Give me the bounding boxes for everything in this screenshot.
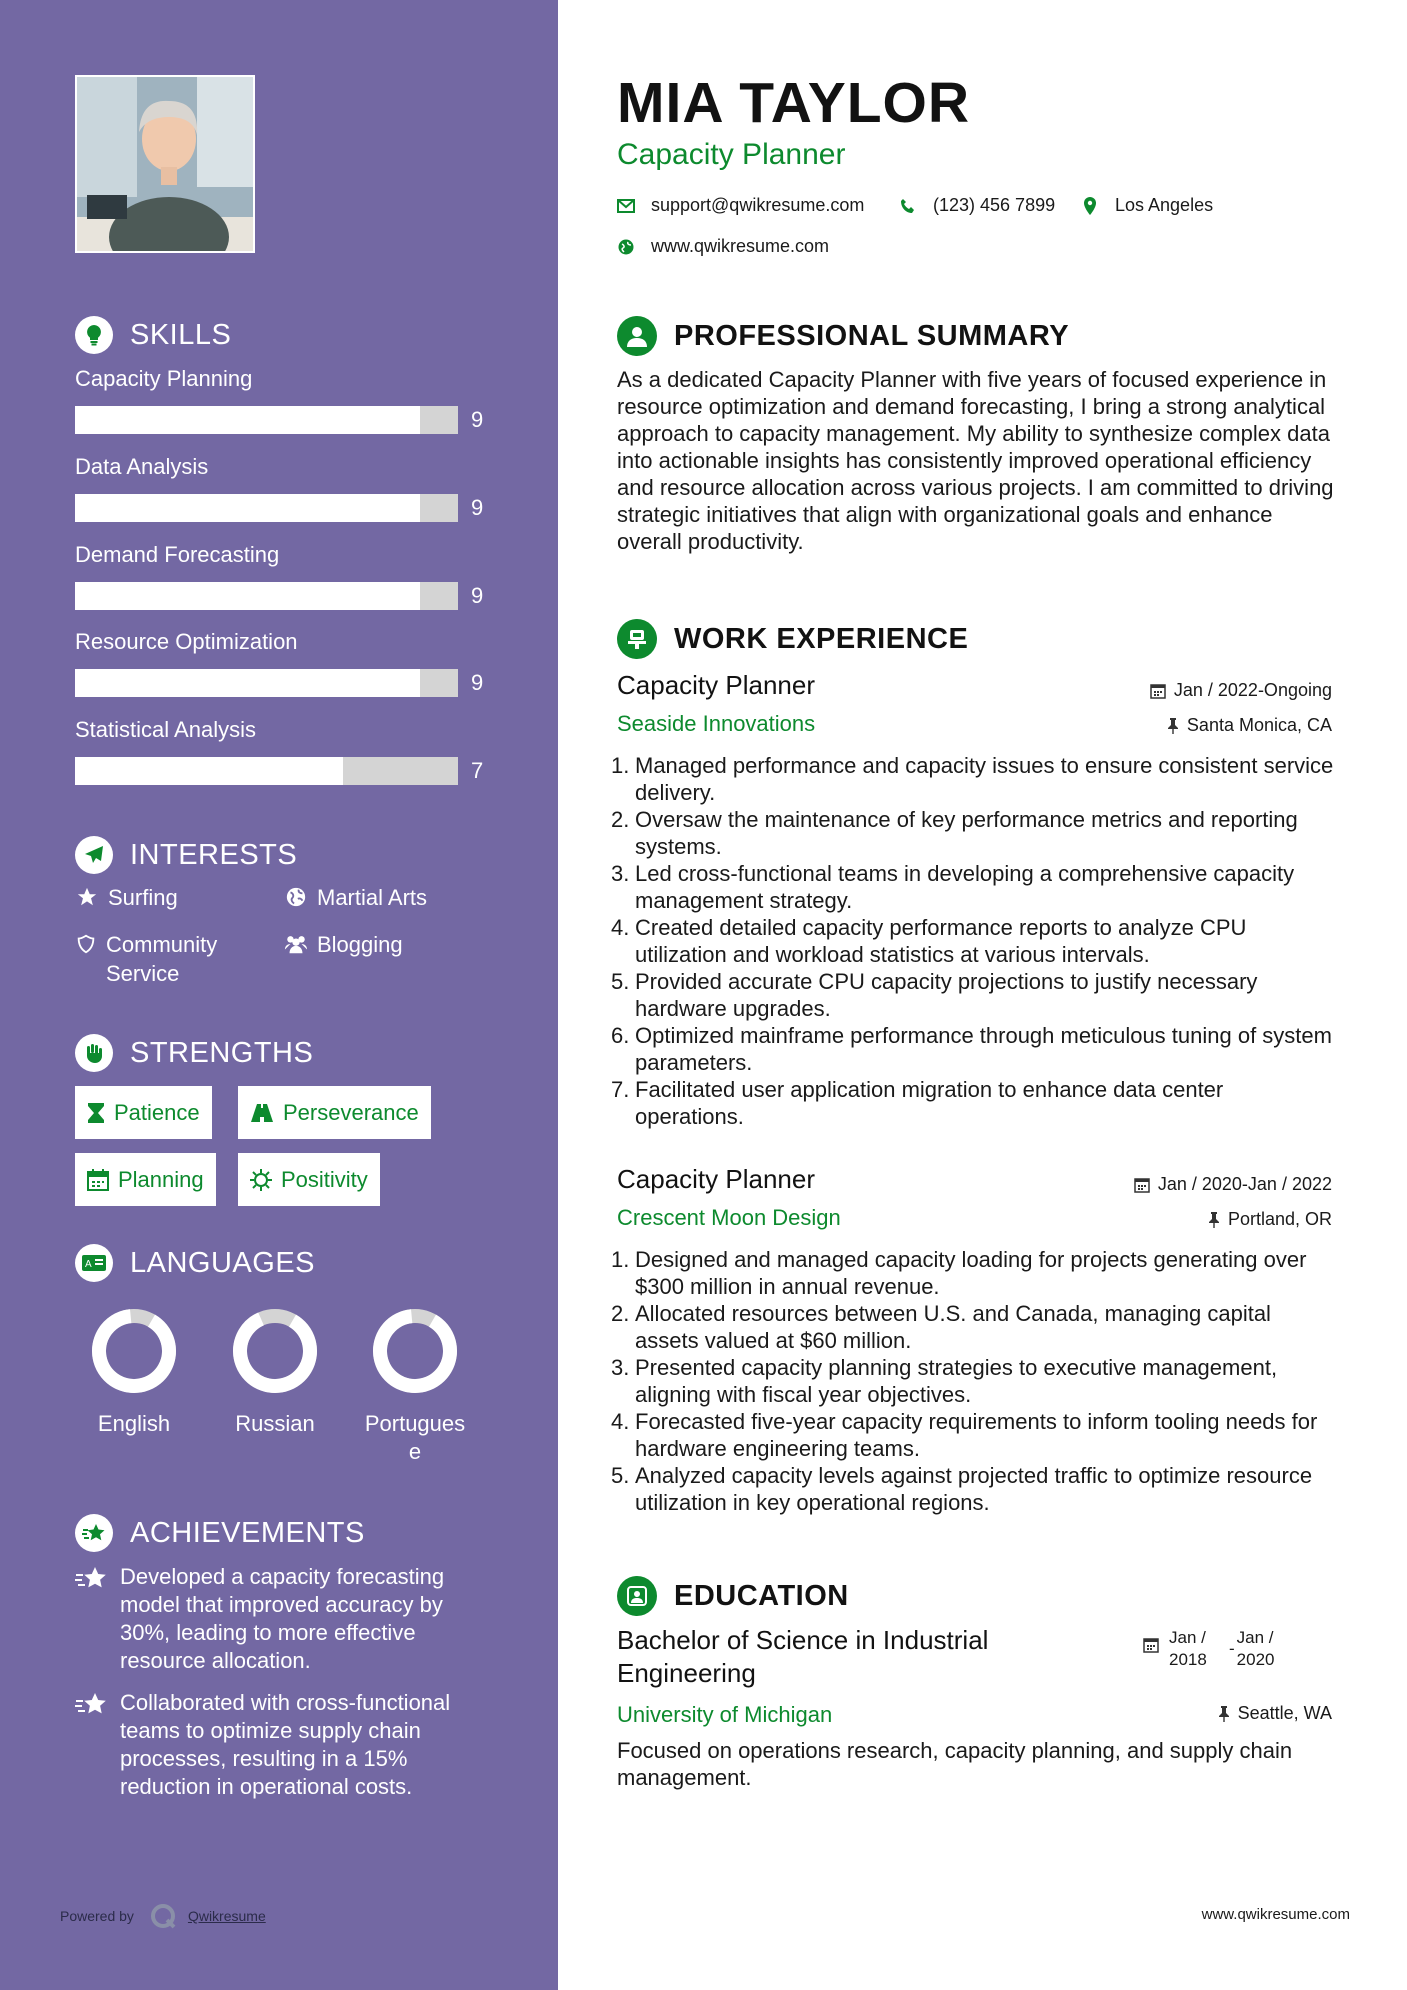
lightbulb-icon: [75, 316, 113, 354]
language-name: Russian: [235, 1411, 315, 1436]
skill-bar: [75, 669, 458, 697]
strength-chip: [238, 1153, 380, 1206]
language-item: [74, 1308, 194, 1438]
contact-location: [1081, 195, 1213, 216]
skill-name: Data Analysis: [75, 454, 209, 479]
map-pin-icon: [1081, 197, 1099, 215]
language-name: Portugues e: [364, 1411, 466, 1464]
education-title: EDUCATION: [674, 1579, 849, 1612]
skill-bar: [75, 494, 458, 522]
work-title: WORK EXPERIENCE: [674, 622, 969, 655]
skill-bar-fill: [75, 757, 343, 785]
interests-title: INTERESTS: [130, 838, 298, 871]
sun-icon: [250, 1169, 272, 1191]
skill-bar: [75, 757, 458, 785]
fist-icon: [75, 1034, 113, 1072]
duty-item: Forecasted five-year capacity requirements to inform tooling needs for hardware engineering teams.: [635, 1409, 1318, 1461]
summary-heading: [617, 316, 1069, 356]
language-item: [355, 1308, 475, 1466]
website-text[interactable]: www.qwikresume.com: [651, 236, 830, 256]
skill-bar: [75, 406, 458, 434]
footer-url[interactable]: www.qwikresume.com: [1201, 1906, 1350, 1923]
star-icon: [75, 883, 99, 908]
achievement-text: Developed a capacity forecasting model that improved accuracy by 30%, leading to more effective resource allocation.: [120, 1564, 445, 1673]
language-item: [215, 1308, 335, 1438]
skill-bar-fill: [75, 669, 420, 697]
duty-item: Allocated resources between U.S. and Canada, managing capital assets valued at $60 million.: [635, 1301, 1271, 1353]
skill-bar: [75, 582, 458, 610]
skill-bar-fill: [75, 406, 420, 434]
shield-icon: [75, 930, 97, 955]
job-location: [1167, 715, 1332, 736]
education-heading: [617, 1576, 849, 1616]
contact-website: [617, 236, 829, 257]
job-duties: [611, 1246, 1335, 1516]
date-separator: -: [1229, 1639, 1235, 1658]
skill-name: Statistical Analysis: [75, 717, 256, 742]
job-dates: [1134, 1174, 1332, 1195]
strength-chip: [238, 1086, 431, 1139]
interest-label: Surfing: [108, 885, 178, 910]
education-dates: [1143, 1627, 1287, 1671]
achievement-item: [75, 1563, 495, 1675]
skill-name: Demand Forecasting: [75, 542, 280, 567]
strength-label: Perseverance: [283, 1099, 419, 1125]
job-location: [1208, 1209, 1332, 1230]
job-dates-text: Jan / 2020-Jan / 2022: [1157, 1174, 1332, 1194]
language-icon: [75, 1244, 113, 1282]
job-location-text: Portland, OR: [1227, 1209, 1332, 1229]
language-donut: [91, 1308, 177, 1394]
duty-item: Led cross-functional teams in developing a comprehensive capacity management strategy.: [635, 861, 1295, 913]
job-company: Seaside Innovations: [617, 711, 816, 736]
interests-heading: [75, 836, 297, 874]
skill-level: 9: [471, 670, 484, 695]
strength-label: Planning: [118, 1166, 204, 1192]
pushpin-icon: [1167, 718, 1179, 734]
education-start: Jan / 2018: [1169, 1628, 1207, 1669]
road-icon: [250, 1103, 274, 1123]
qwikresume-logo-icon: [150, 1903, 176, 1929]
candidate-name: MIA TAYLOR: [617, 71, 971, 135]
powered-by: [60, 1903, 266, 1929]
job-title: Capacity Planner: [617, 1164, 815, 1194]
email-text[interactable]: support@qwikresume.com: [651, 195, 865, 215]
pushpin-icon: [1218, 1706, 1230, 1722]
skill-name: Resource Optimization: [75, 629, 298, 654]
job-dates-text: Jan / 2022-Ongoing: [1173, 680, 1332, 700]
languages-title: LANGUAGES: [130, 1246, 315, 1279]
job-duties: [611, 752, 1335, 1130]
calendar-icon: [1143, 1627, 1159, 1653]
language-name: English: [97, 1411, 171, 1436]
strengths-heading: [75, 1034, 313, 1072]
duty-item: Analyzed capacity levels against projected traffic to optimize resource utilization in key operational regions.: [635, 1463, 1313, 1515]
duty-item: Presented capacity planning strategies to executive management, aligning with fiscal year objectives.: [635, 1355, 1278, 1407]
skill-level: 9: [471, 495, 484, 520]
language-donut: [232, 1308, 318, 1394]
paper-plane-icon: [75, 836, 113, 874]
language-donut: [372, 1308, 458, 1394]
calendar-icon: [1134, 1177, 1150, 1193]
interest-item: [284, 930, 403, 959]
phone-icon: [899, 198, 917, 214]
duty-item: Managed performance and capacity issues to ensure consistent service delivery.: [635, 753, 1334, 805]
interest-label: Martial Arts: [317, 885, 428, 910]
interest-label: Blogging: [317, 932, 403, 957]
contact-email: [617, 195, 864, 216]
achievement-star-icon: [75, 1514, 113, 1552]
strength-label: Positivity: [281, 1166, 368, 1192]
education-description: Focused on operations research, capacity planning, and supply chain management.: [617, 1738, 1293, 1790]
qwikresume-link[interactable]: Qwikresume: [187, 1908, 266, 1924]
calendar-icon: [1150, 683, 1166, 699]
education-location: [1218, 1703, 1332, 1724]
strength-chip: [75, 1153, 216, 1206]
candidate-role: Capacity Planner: [617, 138, 846, 171]
skills-title: SKILLS: [130, 318, 232, 351]
skill-bar-fill: [75, 582, 420, 610]
job-company: Crescent Moon Design: [617, 1205, 841, 1230]
education-school: University of Michigan: [617, 1702, 833, 1727]
users-icon: [284, 930, 308, 955]
skill-level: 9: [471, 407, 484, 432]
skill-bar-fill: [75, 494, 420, 522]
achievement-star-icon: [75, 1689, 108, 1721]
pushpin-icon: [1208, 1212, 1220, 1228]
graduate-icon: [617, 1576, 657, 1616]
envelope-icon: [617, 199, 635, 213]
duty-item: Facilitated user application migration to enhance data center operations.: [635, 1077, 1224, 1129]
powered-by-label: Powered by: [60, 1908, 134, 1924]
phone-text: (123) 456 7899: [933, 195, 1056, 215]
duty-item: Created detailed capacity performance reports to analyze CPU utilization and workload statistics at various intervals.: [635, 915, 1247, 967]
summary-text: As a dedicated Capacity Planner with five years of focused experience in resource optimization and demand forecasting, I bring a strong analytical approach to capacity management. My ability to synthesize complex data into actionable insights has consistently improved operational efficiency and resource allocation across various projects. I am committed to driving strategic initiatives that align with organizational goals and enhance overall productivity.: [617, 367, 1334, 554]
strength-chip: [75, 1086, 212, 1139]
achievement-item: [75, 1689, 495, 1801]
user-icon: [617, 316, 657, 356]
job-title: Capacity Planner: [617, 670, 815, 700]
duty-item: Optimized mainframe performance through meticulous tuning of system parameters.: [635, 1023, 1332, 1075]
languages-heading: [75, 1244, 315, 1282]
skill-level: 9: [471, 583, 484, 608]
location-text: Los Angeles: [1115, 195, 1214, 215]
duty-item: Designed and managed capacity loading for projects generating over $300 million in annual revenue.: [635, 1247, 1307, 1299]
achievements-heading: [75, 1514, 365, 1552]
contact-phone: [899, 195, 1055, 216]
interest-item: [284, 883, 427, 912]
work-heading: [617, 619, 968, 659]
skill-name: Capacity Planning: [75, 366, 253, 391]
strengths-title: STRENGTHS: [130, 1036, 314, 1069]
achievement-star-icon: [75, 1563, 108, 1595]
achievements-title: ACHIEVEMENTS: [130, 1516, 365, 1549]
duty-item: Oversaw the maintenance of key performance metrics and reporting systems.: [635, 807, 1298, 859]
duty-item: Provided accurate CPU capacity projections to justify necessary hardware upgrades.: [635, 969, 1258, 1021]
strength-label: Patience: [114, 1099, 200, 1125]
interest-item: [75, 930, 275, 988]
summary-title: PROFESSIONAL SUMMARY: [674, 319, 1070, 352]
education-end: Jan / 2020: [1236, 1628, 1275, 1669]
profile-photo: [75, 75, 255, 253]
job-location-text: Santa Monica, CA: [1186, 715, 1332, 735]
globe-icon: [284, 883, 308, 908]
education-location-text: Seattle, WA: [1237, 1703, 1332, 1723]
skills-heading: [75, 316, 231, 354]
interest-item: [75, 883, 178, 912]
briefcase-user-icon: [617, 619, 657, 659]
achievement-text: Collaborated with cross-functional teams to optimize supply chain processes, resulting in a 15% reduction in operational costs.: [120, 1690, 451, 1799]
svg-text:A: A: [85, 1259, 92, 1270]
profile-photo-image: [77, 77, 255, 253]
interest-label: Community Service: [106, 932, 218, 986]
hourglass-icon: [87, 1102, 105, 1124]
job-dates: [1150, 680, 1332, 701]
education-degree: Bachelor of Science in Industrial Engineering: [617, 1625, 989, 1688]
globe-icon: [617, 239, 635, 255]
sidebar: [0, 0, 558, 1990]
calendar-icon: [87, 1169, 109, 1191]
skill-level: 7: [471, 758, 484, 783]
